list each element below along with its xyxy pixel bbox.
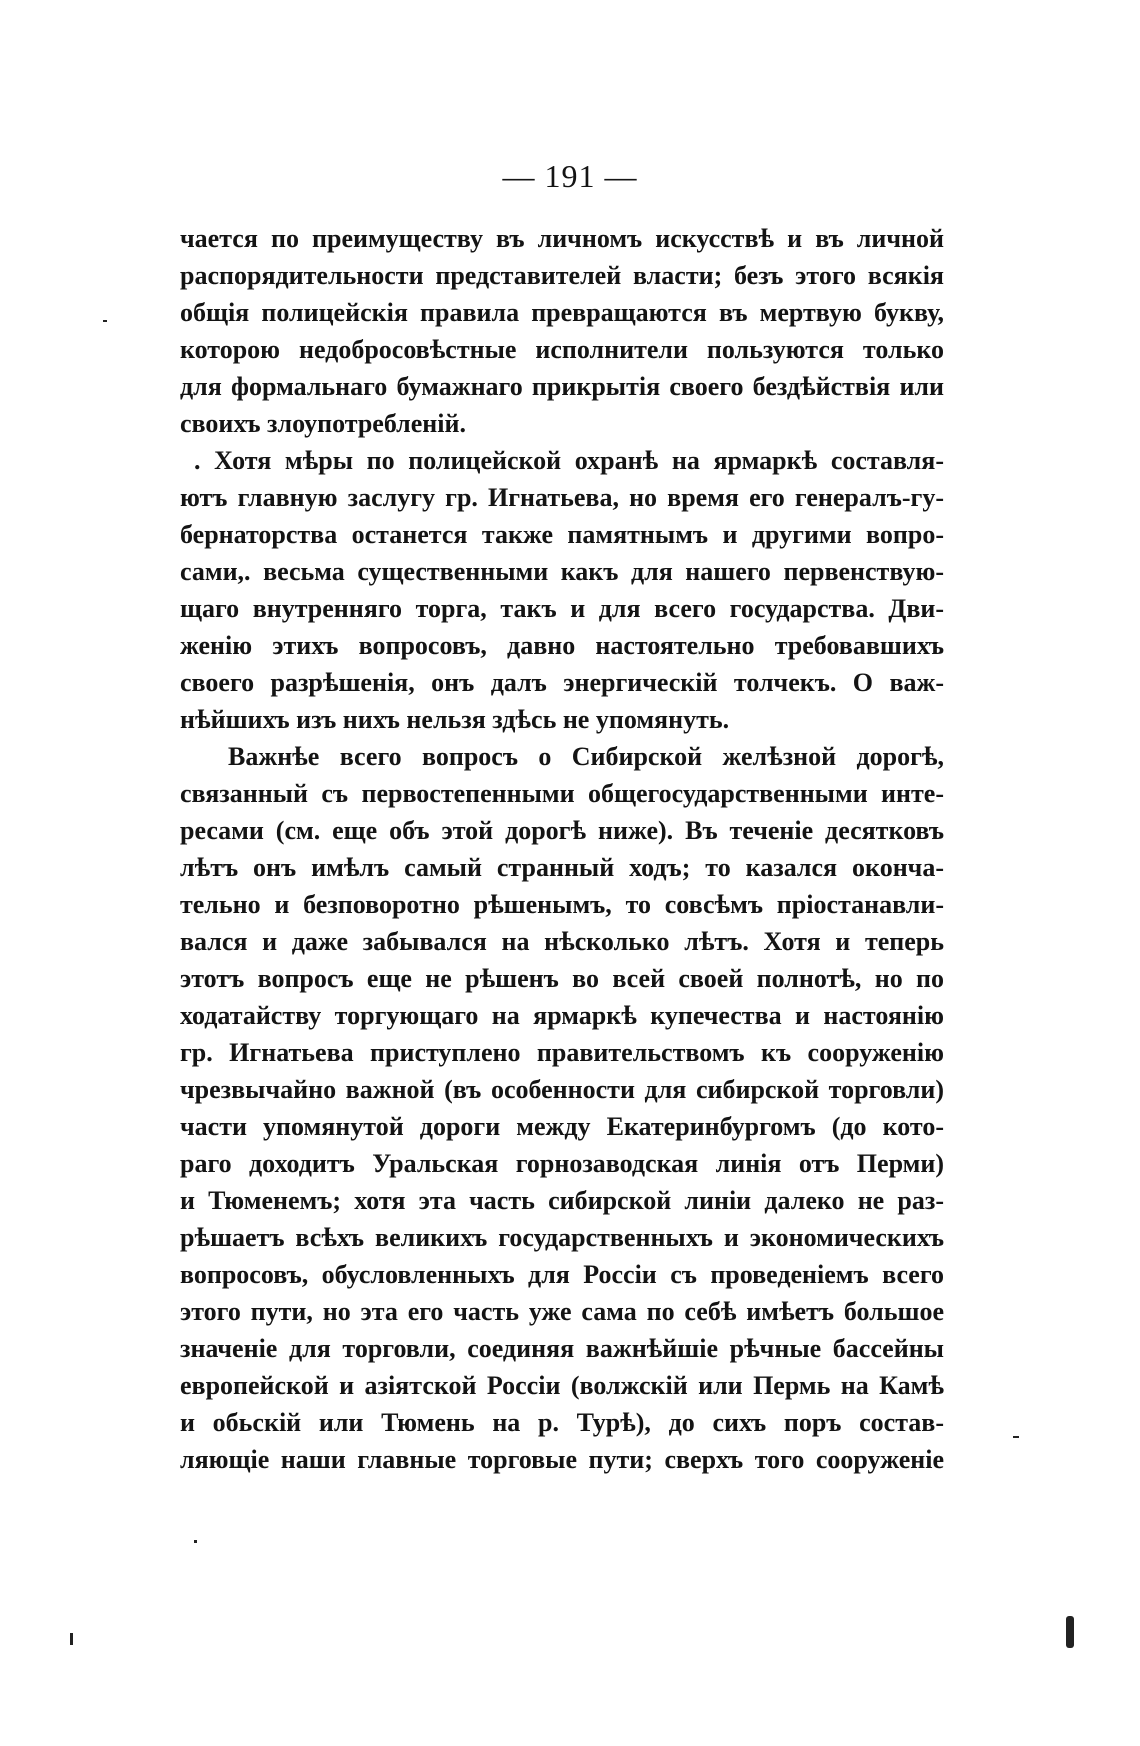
- text-line: бернаторства останется также памятнымъ и другими вопро-: [180, 520, 944, 549]
- scan-speck: [1013, 1436, 1019, 1438]
- text-line: своего разрѣшенія, онъ далъ энергическій толчекъ. О важ-: [180, 668, 944, 697]
- text-line: европейской и азіятской Россіи (волжскій или Пермь на Камѣ: [180, 1371, 944, 1400]
- text-line: этотъ вопросъ еще не рѣшенъ во всей своей полнотѣ, но по: [180, 964, 944, 993]
- text-line: лѣтъ онъ имѣлъ самый странный ходъ; то казался оконча-: [180, 853, 944, 882]
- scan-speck: [103, 320, 107, 322]
- text-line: рѣшаетъ всѣхъ великихъ государственныхъ и экономическихъ: [180, 1223, 944, 1252]
- text-line: которою недобросовѣстные исполнители пользуются только: [180, 335, 944, 364]
- text-line: ляющіе наши главные торговые пути; сверхъ того сооруженіе: [180, 1445, 944, 1474]
- text-line: женію этихъ вопросовъ, давно настоятельно требовавшихъ: [180, 631, 944, 660]
- paragraph-1: [180, 220, 944, 442]
- text-line: Важнѣе всего вопросъ о Сибирской желѣзной дорогѣ,: [228, 742, 944, 771]
- text-line: раго доходитъ Уральская горнозаводская линія отъ Перми): [180, 1149, 944, 1178]
- text-line: ходатайству торгующаго на ярмаркѣ купечества и настоянію: [180, 1001, 944, 1030]
- text-line: значеніе для торговли, соединяя важнѣйшіе рѣчные бассейны: [180, 1334, 944, 1363]
- text-line: связанный съ первостепенными общегосударственными инте-: [180, 779, 944, 808]
- text-line: сами,. весьма существенными какъ для нашего первенствую-: [180, 557, 944, 586]
- scan-speck: [70, 1633, 73, 1645]
- text-line: вался и даже забывался на нѣсколько лѣтъ. Хотя и теперь: [180, 927, 944, 956]
- text-line: для формальнаго бумажнаго прикрытія своего бездѣйствія или: [180, 372, 944, 401]
- text-line: гр. Игнатьева приступлено правительствомъ къ сооруженію: [180, 1038, 944, 1067]
- text-line: общія полицейскія правила превращаются въ мертвую букву,: [180, 298, 944, 327]
- text-line: чрезвычайно важной (въ особенности для сибирской торговли): [180, 1075, 944, 1104]
- text-line: ютъ главную заслугу гр. Игнатьева, но время его генералъ-гу-: [180, 483, 944, 512]
- body-text: [180, 220, 944, 1478]
- page-number: — 191 —: [502, 158, 638, 194]
- text-line: и обьскій или Тюмень на р. Турѣ), до сихъ поръ состав-: [180, 1408, 944, 1437]
- scan-speck: [194, 1540, 197, 1543]
- text-line: части упомянутой дороги между Екатеринбургомъ (до кото-: [180, 1112, 944, 1141]
- paragraph-2: [180, 442, 944, 738]
- text-line: . Хотя мѣры по полицейской охранѣ на ярмаркѣ составля-: [194, 446, 944, 475]
- text-line: щаго внутренняго торга, такъ и для всего государства. Дви-: [180, 594, 944, 623]
- text-line: своихъ злоупотребленій.: [180, 409, 466, 438]
- text-line: этого пути, но эта его часть уже сама по себѣ имѣетъ большое: [180, 1297, 944, 1326]
- scan-speck: [1066, 1616, 1074, 1648]
- text-line: чается по преимуществу въ личномъ искусствѣ и въ личной: [180, 224, 944, 253]
- text-line: тельно и безповоротно рѣшенымъ, то совсѣмъ пріостанавли-: [180, 890, 944, 919]
- text-line: и Тюменемъ; хотя эта часть сибирской линіи далеко не раз-: [180, 1186, 944, 1215]
- paragraph-3: [180, 738, 944, 1478]
- text-line: распорядительности представителей власти; безъ этого всякія: [180, 261, 944, 290]
- text-line: нѣйшихъ изъ нихъ нельзя здѣсь не упомянуть.: [180, 705, 730, 734]
- text-line: вопросовъ, обусловленныхъ для Россіи съ проведеніемъ всего: [180, 1260, 944, 1289]
- text-line: ресами (см. еще объ этой дорогѣ ниже). Въ теченіе десятковъ: [180, 816, 944, 845]
